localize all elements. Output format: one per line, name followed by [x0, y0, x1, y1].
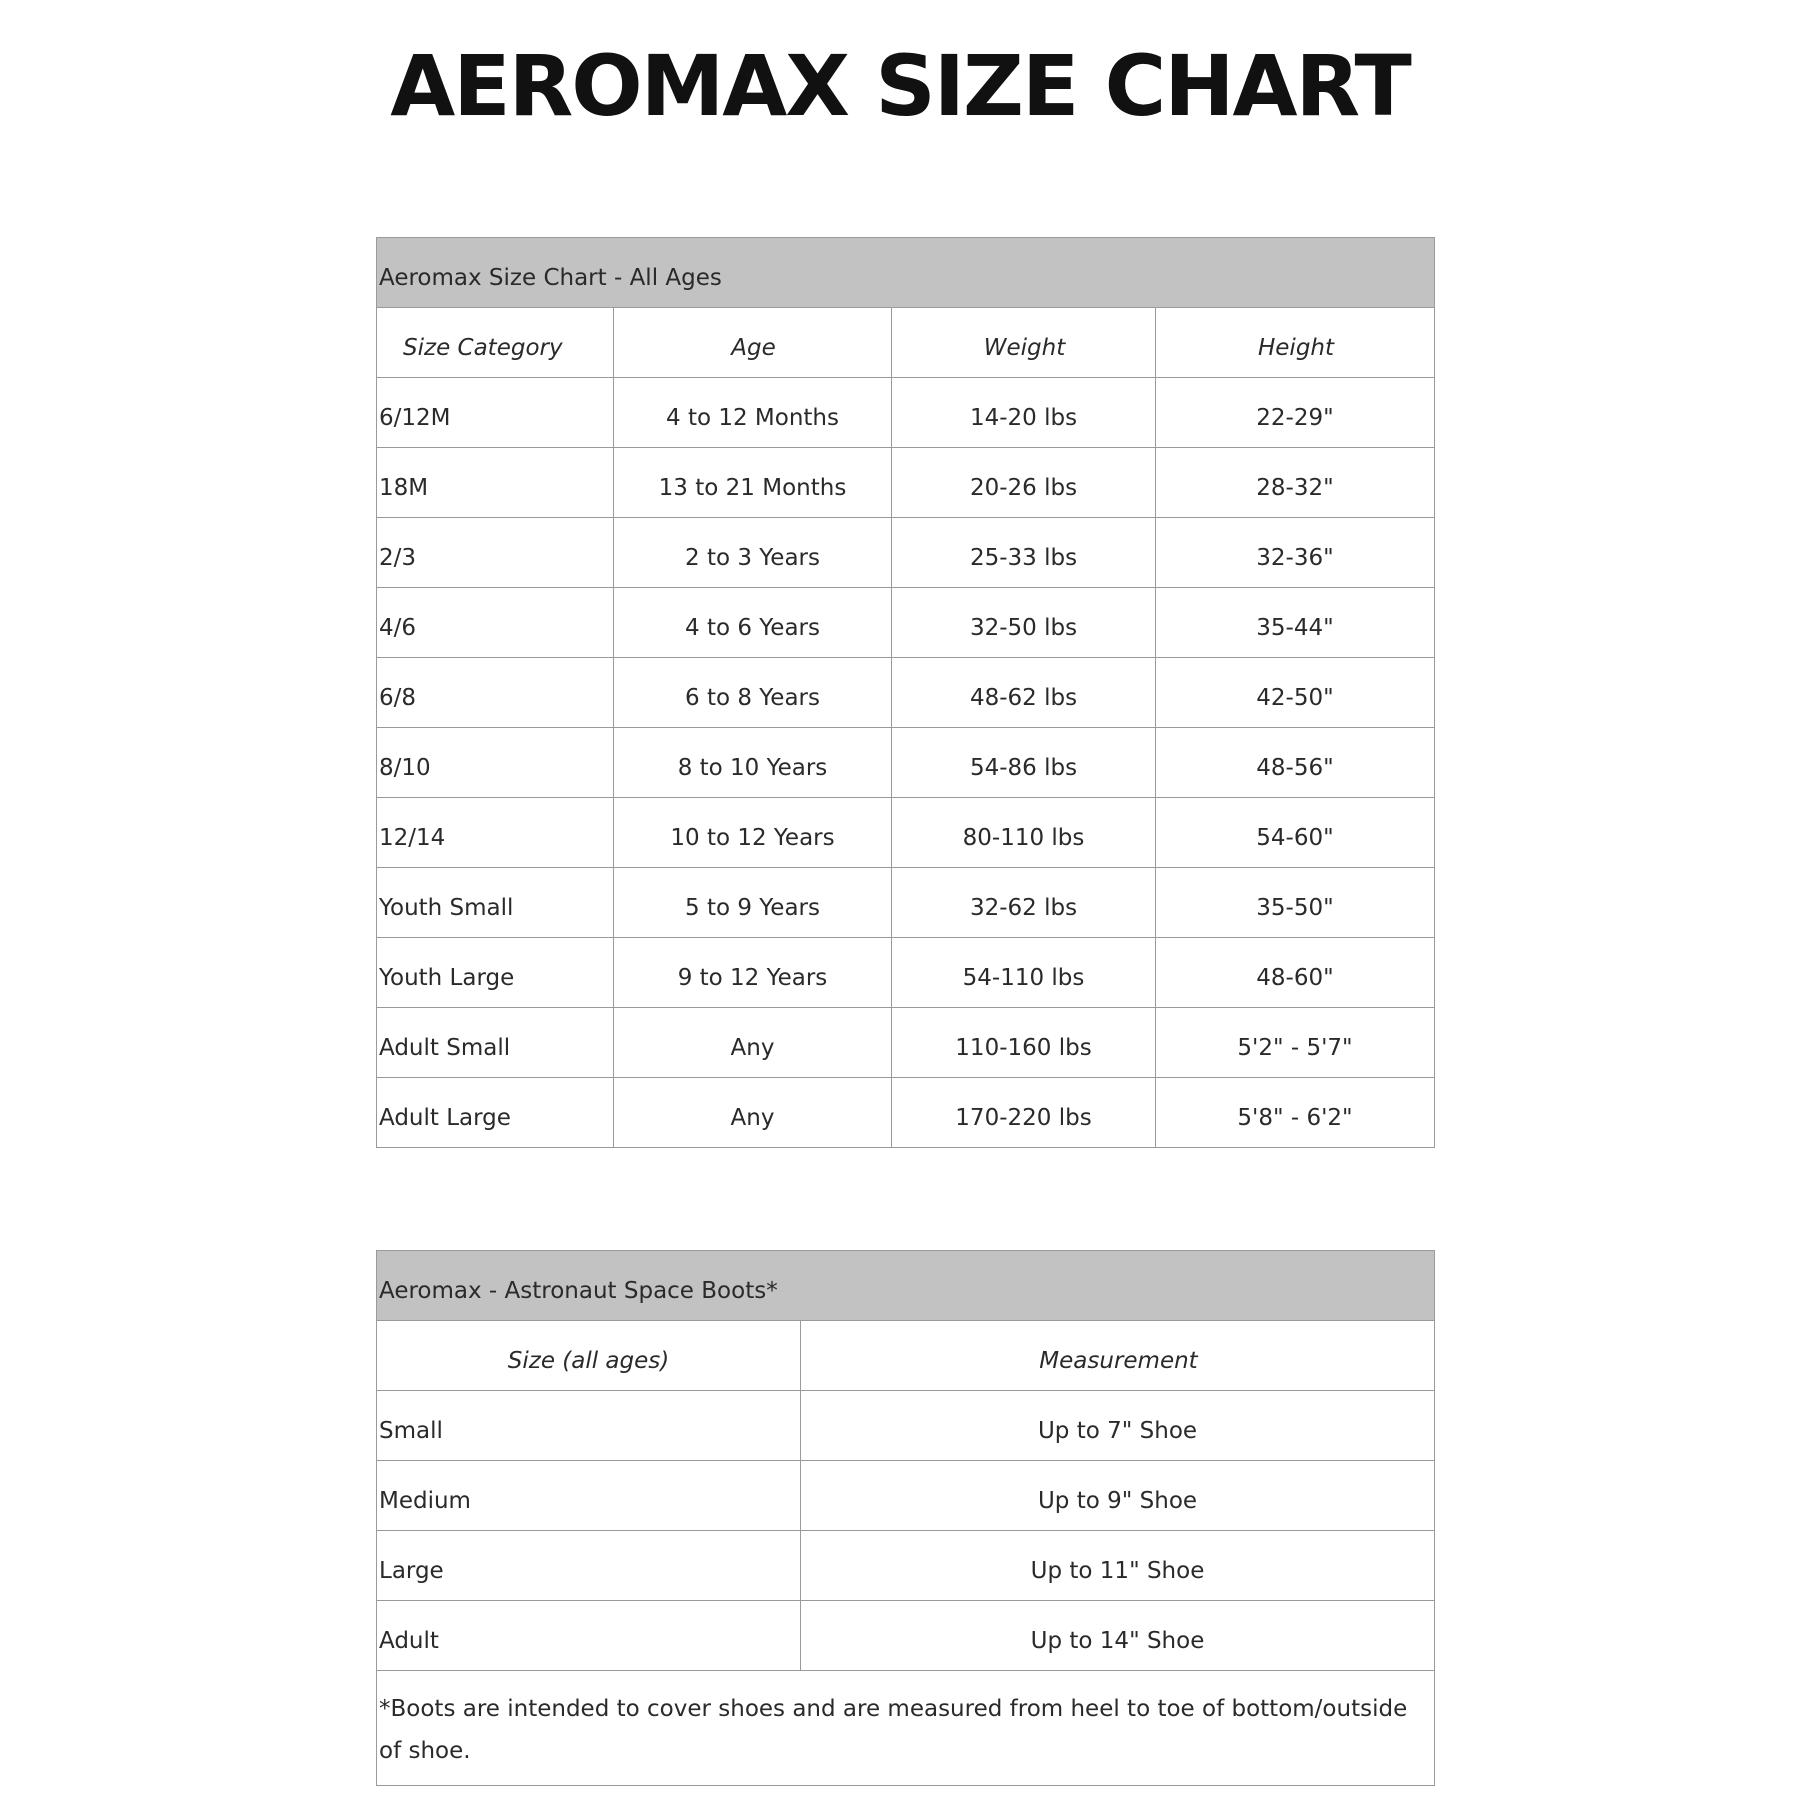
- cell-weight: 170-220 lbs: [892, 1078, 1156, 1148]
- table-header-row: [377, 1321, 1435, 1391]
- table-row: [377, 448, 1435, 518]
- cell-weight: 32-62 lbs: [892, 868, 1156, 938]
- table-row: [377, 1391, 1435, 1461]
- cell-measurement: Up to 14" Shoe: [801, 1601, 1435, 1671]
- column-header-size: Size (all ages): [377, 1321, 801, 1391]
- table-note-row: [377, 1671, 1435, 1786]
- cell-age: 2 to 3 Years: [614, 518, 892, 588]
- cell-height: 48-56": [1156, 728, 1435, 798]
- cell-age: 4 to 6 Years: [614, 588, 892, 658]
- cell-age: 9 to 12 Years: [614, 938, 892, 1008]
- cell-age: 5 to 9 Years: [614, 868, 892, 938]
- table-caption: Aeromax Size Chart - All Ages: [377, 238, 1435, 308]
- cell-age: 13 to 21 Months: [614, 448, 892, 518]
- cell-weight: 32-50 lbs: [892, 588, 1156, 658]
- cell-boot-size: Small: [377, 1391, 801, 1461]
- space-boots-table: [376, 1250, 1435, 1786]
- table-row: [377, 798, 1435, 868]
- page-title: AEROMAX SIZE CHART: [390, 37, 1410, 135]
- cell-size-category: Adult Large: [377, 1078, 614, 1148]
- cell-weight: 54-86 lbs: [892, 728, 1156, 798]
- table-caption-row: [377, 1251, 1435, 1321]
- cell-boot-size: Adult: [377, 1601, 801, 1671]
- table-row: [377, 1601, 1435, 1671]
- cell-weight: 48-62 lbs: [892, 658, 1156, 728]
- cell-size-category: 6/8: [377, 658, 614, 728]
- cell-height: 5'8" - 6'2": [1156, 1078, 1435, 1148]
- cell-height: 28-32": [1156, 448, 1435, 518]
- cell-size-category: Adult Small: [377, 1008, 614, 1078]
- column-header-age: Age: [614, 308, 892, 378]
- boots-footnote: *Boots are intended to cover shoes and are measured from heel to toe of bottom/outside of shoe.: [377, 1671, 1435, 1786]
- cell-weight: 54-110 lbs: [892, 938, 1156, 1008]
- cell-measurement: Up to 9" Shoe: [801, 1461, 1435, 1531]
- cell-size-category: 8/10: [377, 728, 614, 798]
- cell-size-category: 4/6: [377, 588, 614, 658]
- table-row: [377, 1461, 1435, 1531]
- cell-weight: 80-110 lbs: [892, 798, 1156, 868]
- cell-measurement: Up to 11" Shoe: [801, 1531, 1435, 1601]
- cell-weight: 14-20 lbs: [892, 378, 1156, 448]
- cell-weight: 25-33 lbs: [892, 518, 1156, 588]
- cell-height: 22-29": [1156, 378, 1435, 448]
- table-row: [377, 938, 1435, 1008]
- column-header-weight: Weight: [892, 308, 1156, 378]
- cell-height: 54-60": [1156, 798, 1435, 868]
- cell-size-category: 12/14: [377, 798, 614, 868]
- table-row: [377, 868, 1435, 938]
- table-row: [377, 518, 1435, 588]
- cell-age: 8 to 10 Years: [614, 728, 892, 798]
- cell-height: 48-60": [1156, 938, 1435, 1008]
- cell-height: 5'2" - 5'7": [1156, 1008, 1435, 1078]
- table-row: [377, 588, 1435, 658]
- cell-height: 42-50": [1156, 658, 1435, 728]
- cell-age: Any: [614, 1078, 892, 1148]
- cell-weight: 20-26 lbs: [892, 448, 1156, 518]
- cell-age: 6 to 8 Years: [614, 658, 892, 728]
- table-row: [377, 378, 1435, 448]
- table-row: [377, 1008, 1435, 1078]
- cell-height: 35-50": [1156, 868, 1435, 938]
- cell-size-category: 2/3: [377, 518, 614, 588]
- column-header-height: Height: [1156, 308, 1435, 378]
- cell-age: 4 to 12 Months: [614, 378, 892, 448]
- cell-boot-size: Medium: [377, 1461, 801, 1531]
- cell-measurement: Up to 7" Shoe: [801, 1391, 1435, 1461]
- cell-size-category: Youth Large: [377, 938, 614, 1008]
- table-caption-row: [377, 238, 1435, 308]
- cell-weight: 110-160 lbs: [892, 1008, 1156, 1078]
- cell-size-category: 6/12M: [377, 378, 614, 448]
- column-header-size-category: Size Category: [377, 308, 614, 378]
- table-row: [377, 728, 1435, 798]
- cell-height: 35-44": [1156, 588, 1435, 658]
- table-row: [377, 1531, 1435, 1601]
- column-header-measurement: Measurement: [801, 1321, 1435, 1391]
- table-row: [377, 658, 1435, 728]
- table-header-row: [377, 308, 1435, 378]
- table-row: [377, 1078, 1435, 1148]
- cell-size-category: 18M: [377, 448, 614, 518]
- size-chart-table: [376, 237, 1435, 1148]
- cell-age: Any: [614, 1008, 892, 1078]
- cell-boot-size: Large: [377, 1531, 801, 1601]
- cell-height: 32-36": [1156, 518, 1435, 588]
- cell-age: 10 to 12 Years: [614, 798, 892, 868]
- cell-size-category: Youth Small: [377, 868, 614, 938]
- table-caption: Aeromax - Astronaut Space Boots*: [377, 1251, 1435, 1321]
